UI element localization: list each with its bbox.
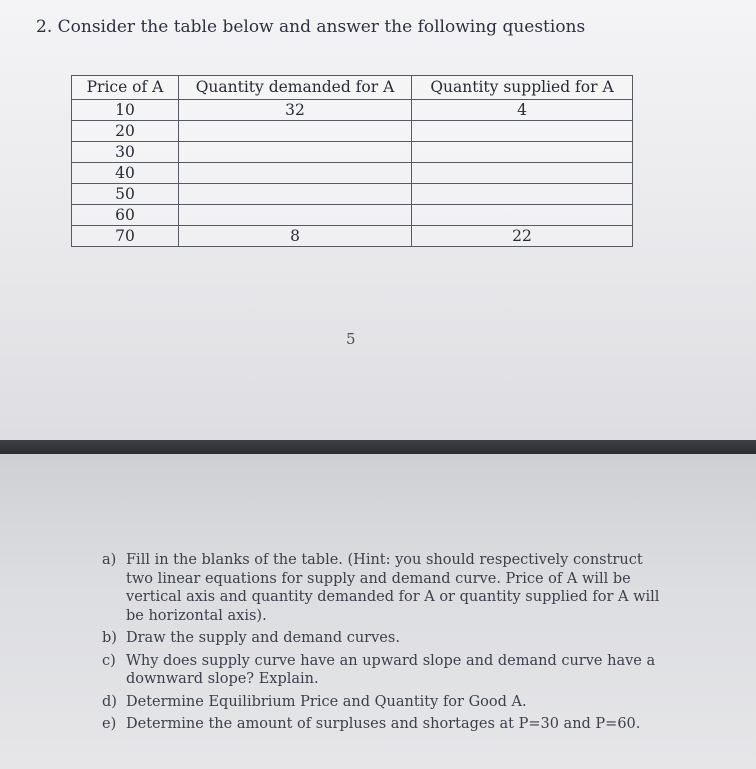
cell-quantity-demanded [179, 184, 412, 205]
cell-quantity-demanded: 8 [179, 226, 412, 247]
header-quantity-supplied: Quantity supplied for A [412, 76, 633, 100]
cell-quantity-supplied: 22 [412, 226, 633, 247]
table-row [72, 142, 633, 163]
cell-quantity-supplied: 4 [412, 100, 633, 121]
item-marker: a) [102, 552, 117, 568]
list-item [102, 629, 662, 648]
list-item [102, 652, 662, 689]
table-row [72, 226, 633, 247]
table-row [72, 163, 633, 184]
header-quantity-demanded: Quantity demanded for A [179, 76, 412, 100]
cell-quantity-demanded [179, 121, 412, 142]
cell-price: 50 [72, 184, 179, 205]
cell-quantity-demanded [179, 163, 412, 184]
item-text: Draw the supply and demand curves. [126, 630, 400, 646]
list-item [102, 551, 662, 625]
list-item [102, 693, 662, 712]
table-row [72, 100, 633, 121]
cell-quantity-supplied [412, 142, 633, 163]
cell-quantity-demanded [179, 142, 412, 163]
page-divider [0, 440, 756, 454]
item-marker: d) [102, 693, 117, 710]
cell-quantity-supplied [412, 184, 633, 205]
cell-price: 60 [72, 205, 179, 226]
table-row [72, 121, 633, 142]
page-number: 5 [346, 330, 356, 348]
cell-price: 30 [72, 142, 179, 163]
table-row [72, 184, 633, 205]
table-row [72, 205, 633, 226]
cell-quantity-supplied [412, 205, 633, 226]
instructions-list [102, 551, 662, 738]
item-marker: b) [102, 630, 117, 646]
item-text: Determine Equilibrium Price and Quantity for Good A. [126, 693, 527, 710]
cell-quantity-supplied [412, 163, 633, 184]
item-marker: e) [102, 716, 117, 732]
price-quantity-table [71, 75, 633, 247]
list-item [102, 715, 662, 734]
header-price: Price of A [72, 76, 179, 100]
question-title: 2. Consider the table below and answer the following questions [36, 17, 586, 37]
item-text: Fill in the blanks of the table. (Hint: you should respectively construct two linear equations for supply and demand curve. Price of A will be vertical axis and quantity demanded for A or quantity supplied for A will be horizontal axis). [126, 552, 660, 624]
cell-quantity-supplied [412, 121, 633, 142]
cell-quantity-demanded: 32 [179, 100, 412, 121]
cell-price: 40 [72, 163, 179, 184]
item-text: Why does supply curve have an upward slope and demand curve have a downward slope? Explain. [126, 652, 656, 687]
cell-price: 10 [72, 100, 179, 121]
table-header-row [72, 76, 633, 100]
cell-price: 70 [72, 226, 179, 247]
item-marker: c) [102, 652, 116, 669]
cell-quantity-demanded [179, 205, 412, 226]
cell-price: 20 [72, 121, 179, 142]
item-text: Determine the amount of surpluses and shortages at P=30 and P=60. [126, 716, 641, 732]
